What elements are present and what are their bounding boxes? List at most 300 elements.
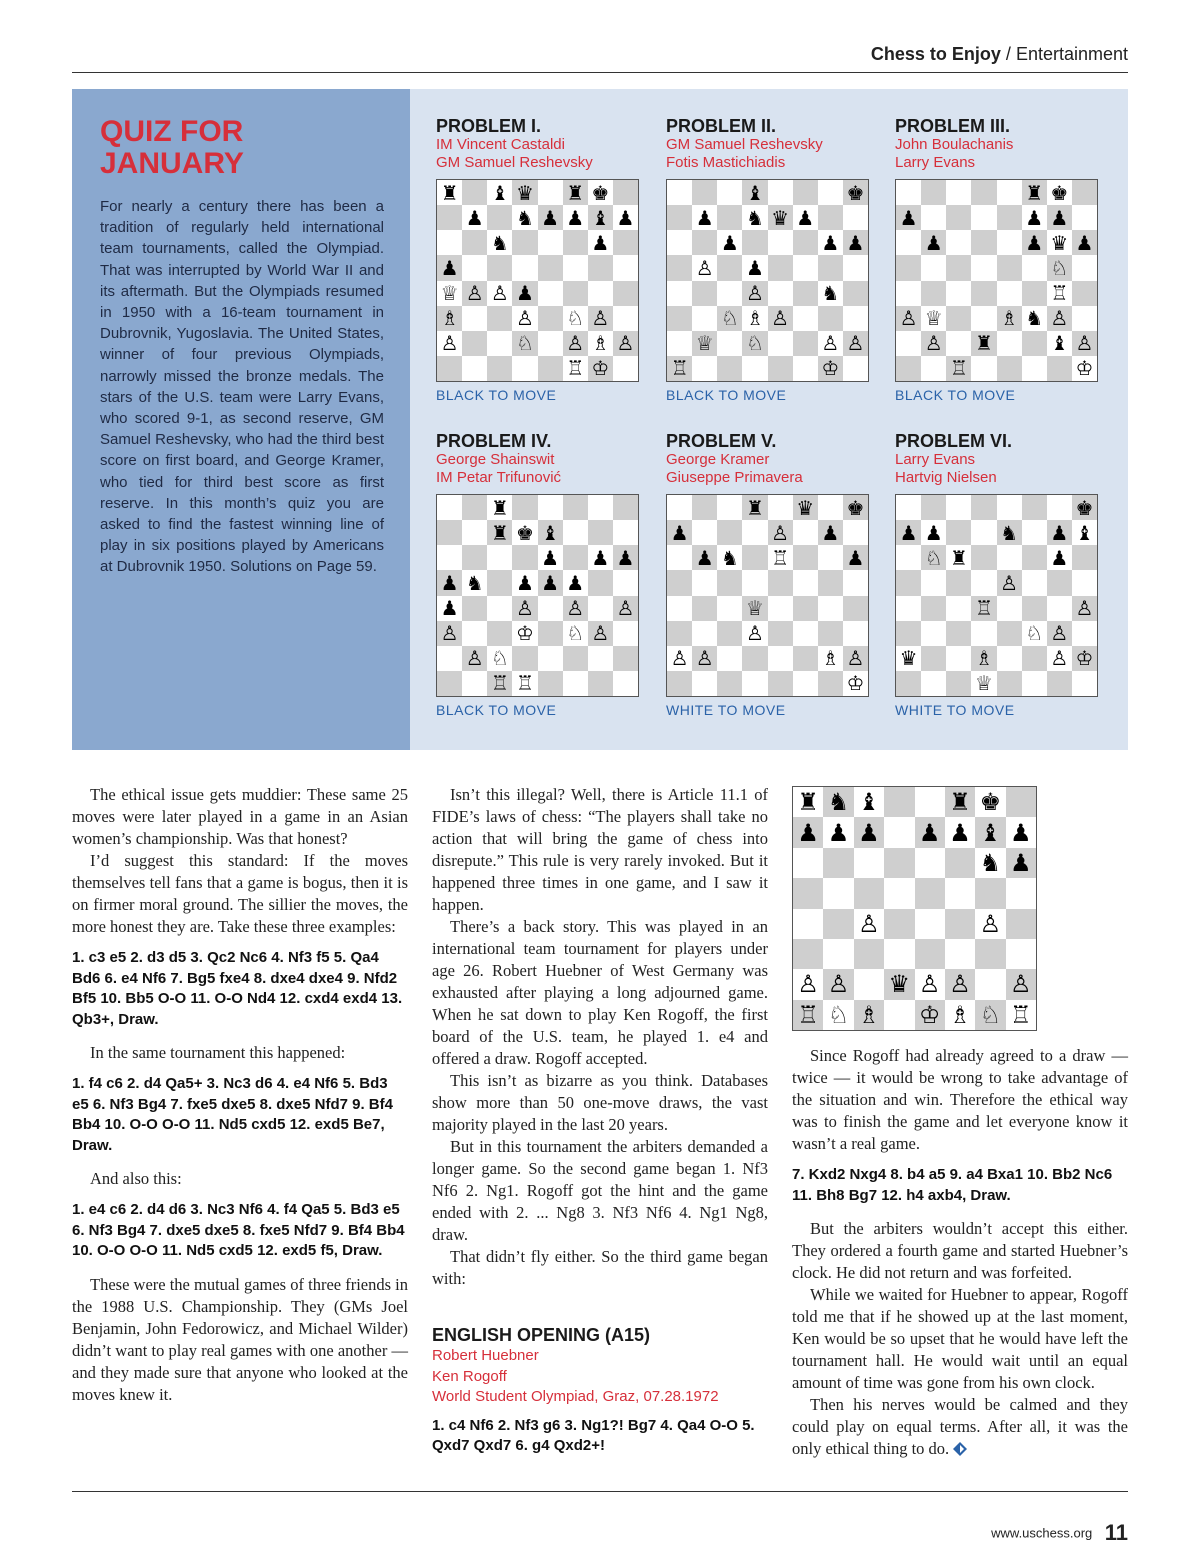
board-square — [818, 596, 843, 621]
black-knight-icon: ♞ — [979, 848, 1002, 877]
problem-1 — [436, 116, 641, 403]
board-square — [793, 281, 818, 306]
white-knight-icon: ♘ — [1025, 621, 1044, 646]
chess-board — [436, 494, 639, 697]
board-square — [818, 255, 843, 280]
board-square — [692, 180, 717, 205]
board-square — [563, 331, 588, 356]
board-square — [946, 205, 971, 230]
board-square — [437, 545, 462, 570]
board-square — [793, 621, 818, 646]
board-square — [563, 646, 588, 671]
board-square — [1006, 939, 1036, 969]
black-pawn-icon: ♟ — [465, 205, 484, 230]
black-rook-icon: ♜ — [949, 788, 971, 817]
board-square — [437, 570, 462, 595]
board-square — [667, 230, 692, 255]
board-square — [997, 671, 1022, 696]
board-square — [512, 281, 537, 306]
board-square — [921, 281, 946, 306]
black-pawn-icon: ♟ — [1025, 205, 1044, 230]
board-square — [971, 545, 996, 570]
board-square — [921, 646, 946, 671]
white-knight-icon: ♘ — [1050, 255, 1069, 280]
board-square — [487, 495, 512, 520]
board-square — [717, 306, 742, 331]
white-pawn-icon: ♙ — [771, 520, 790, 545]
white-queen-icon: ♕ — [440, 281, 459, 306]
board-square — [793, 520, 818, 545]
board-square — [975, 1000, 1005, 1030]
white-pawn-icon: ♙ — [490, 281, 509, 306]
board-square — [692, 230, 717, 255]
board-square — [946, 281, 971, 306]
board-square — [692, 205, 717, 230]
board-square — [896, 671, 921, 696]
black-queen-icon: ♛ — [888, 970, 911, 999]
black-pawn-icon: ♟ — [541, 545, 560, 570]
quiz-intro: For nearly a century there has been a tradition of regularly held international team tournaments, called the Olympiad. That was interrupted by World War II and its aftermath. But the Olympiads resumed in 1950 with a 16-team tournament in Dubrovnik, Yugoslavia. The United States, winner of four previous Olympiads, narrowly missed the bronze medals. The stars of the U.S. team were Larry Evans, who scored 9-1, as second reserve, GM Samuel Reshevsky, who had the third best score on first board, and George Kramer, who tied for third best score as first reserve. In this month’s quiz you are asked to find the fastest winning line of play in six positions played by Americans at Dubrovnik 1950. Solutions on Page 59. — [100, 198, 384, 576]
running-header — [72, 44, 1128, 72]
board-square — [823, 878, 853, 908]
board-square — [487, 180, 512, 205]
board-square — [742, 495, 767, 520]
black-pawn-icon: ♟ — [1050, 205, 1069, 230]
board-square — [896, 306, 921, 331]
to-move-label: BLACK TO MOVE — [895, 387, 1016, 403]
board-square — [971, 331, 996, 356]
board-square — [921, 331, 946, 356]
problem-black-player: Giuseppe Primavera — [666, 469, 803, 486]
article-column-3 — [792, 1045, 1128, 1460]
board-square — [563, 205, 588, 230]
black-pawn-icon: ♟ — [566, 570, 585, 595]
board-square — [692, 646, 717, 671]
board-square — [487, 205, 512, 230]
board-square — [742, 646, 767, 671]
black-queen-icon: ♛ — [771, 205, 790, 230]
paragraph: There’s a back story. This was played in an international team tournament for players under age 26. Robert Huebner of West Germany was exhausted after playing a long adjourned game. When he sat down to play Ken Rogoff, the first board of the U.S. team, he played 1. e4 and offered a draw. Rogoff accepted. — [432, 917, 768, 1068]
board-square — [742, 621, 767, 646]
board-square — [487, 671, 512, 696]
black-pawn-icon: ♟ — [695, 205, 714, 230]
board-square — [613, 180, 638, 205]
white-pawn-icon: ♙ — [858, 909, 880, 938]
board-square — [915, 878, 945, 908]
board-square — [437, 306, 462, 331]
board-square — [613, 520, 638, 545]
black-pawn-icon: ♟ — [1075, 230, 1094, 255]
board-square — [1022, 180, 1047, 205]
board-square — [896, 281, 921, 306]
board-square — [896, 205, 921, 230]
board-square — [742, 671, 767, 696]
board-square — [768, 671, 793, 696]
board-square — [462, 596, 487, 621]
board-square — [975, 969, 1005, 999]
board-square — [921, 621, 946, 646]
problem-black-player: IM Petar Trifunović — [436, 469, 562, 486]
paragraph: That didn’t fly either. So the third game began with: — [432, 1247, 768, 1288]
board-square — [843, 205, 868, 230]
board-square — [946, 495, 971, 520]
board-square — [793, 878, 823, 908]
board-square — [437, 621, 462, 646]
board-square — [1022, 281, 1047, 306]
board-square — [717, 570, 742, 595]
board-square — [692, 255, 717, 280]
board-square — [971, 671, 996, 696]
board-square — [512, 255, 537, 280]
game-moves: 1. c3 e5 2. d3 d5 3. Qc2 Nc6 4. Nf3 f5 5. Qa4 Bd6 6. e4 Nf6 7. Bg5 fxe4 8. dxe4 dxe4 9. Nfd2 Bf5 10. Bb5 O-O 11. O-O Nd4 12. cxd4 exd4 13. Qb3+, Draw. — [72, 949, 403, 1028]
article-column-1 — [72, 784, 408, 1406]
magazine-name: Chess to Enjoy — [870, 44, 1001, 64]
black-pawn-icon: ♟ — [541, 570, 560, 595]
quiz-title: QUIZ FOR JANUARY — [100, 115, 244, 180]
black-bishop-icon: ♝ — [745, 180, 764, 205]
white-pawn-icon: ♙ — [566, 596, 585, 621]
white-king-icon: ♔ — [821, 356, 840, 381]
board-square — [1072, 520, 1097, 545]
board-square — [793, 205, 818, 230]
board-square — [971, 570, 996, 595]
board-square — [997, 621, 1022, 646]
board-square — [462, 255, 487, 280]
paragraph: I’d suggest this standard: If the moves themselves tell fans that a game is bogus, then it is on firmer moral ground. The sillier the moves, the more honest they are. Take these three examples: — [72, 851, 408, 936]
board-square — [946, 356, 971, 381]
white-pawn-icon: ♙ — [797, 970, 819, 999]
board-square — [997, 180, 1022, 205]
board-square — [945, 787, 975, 817]
footer-rule — [72, 1491, 1128, 1492]
board-square — [588, 281, 613, 306]
board-square — [818, 230, 843, 255]
board-square — [512, 520, 537, 545]
black-bishop-icon: ♝ — [1050, 331, 1069, 356]
board-square — [921, 180, 946, 205]
board-square — [538, 520, 563, 545]
white-pawn-icon: ♙ — [1000, 570, 1019, 595]
white-pawn-icon: ♙ — [440, 621, 459, 646]
board-square — [512, 495, 537, 520]
board-square — [854, 1000, 884, 1030]
board-square — [717, 356, 742, 381]
board-square — [588, 306, 613, 331]
paragraph — [792, 1394, 1128, 1460]
black-pawn-icon: ♟ — [924, 230, 943, 255]
board-square — [437, 255, 462, 280]
board-square — [1047, 230, 1072, 255]
game-black-player: Ken Rogoff — [432, 1367, 507, 1385]
white-king-icon: ♔ — [846, 671, 865, 696]
problem-2 — [666, 116, 871, 403]
board-square — [1072, 671, 1097, 696]
paragraph: While we waited for Huebner to appear, Rogoff told me that if he showed up at the last moment, Ken would be so upset that he would have left the tournament hall. He would wait until an equal amount of time was gone from his own clock. — [792, 1285, 1128, 1392]
board-square — [512, 331, 537, 356]
board-square — [921, 671, 946, 696]
game-title: ENGLISH OPENING (A15) — [432, 1325, 651, 1345]
board-square — [1022, 545, 1047, 570]
board-square — [487, 520, 512, 545]
black-pawn-icon: ♟ — [591, 230, 610, 255]
black-queen-icon: ♛ — [796, 495, 815, 520]
board-square — [971, 180, 996, 205]
board-square — [487, 331, 512, 356]
board-square — [946, 255, 971, 280]
board-square — [946, 646, 971, 671]
board-square — [768, 545, 793, 570]
black-king-icon: ♚ — [591, 180, 610, 205]
board-square — [1006, 787, 1036, 817]
board-square — [884, 939, 914, 969]
black-bishop-icon: ♝ — [591, 205, 610, 230]
black-bishop-icon: ♝ — [541, 520, 560, 545]
board-square — [946, 180, 971, 205]
white-pawn-icon: ♙ — [695, 255, 714, 280]
white-knight-icon: ♘ — [720, 306, 739, 331]
board-square — [793, 255, 818, 280]
board-square — [1006, 848, 1036, 878]
board-square — [896, 255, 921, 280]
white-pawn-icon: ♙ — [1075, 596, 1094, 621]
board-square — [538, 205, 563, 230]
black-pawn-icon: ♟ — [440, 570, 459, 595]
board-square — [896, 545, 921, 570]
board-square — [884, 969, 914, 999]
board-square — [854, 969, 884, 999]
board-square — [818, 306, 843, 331]
board-square — [1006, 969, 1036, 999]
board-square — [1022, 596, 1047, 621]
board-square — [1022, 255, 1047, 280]
board-square — [793, 570, 818, 595]
board-square — [563, 255, 588, 280]
board-square — [1047, 180, 1072, 205]
paragraph: But in this tournament the arbiters demanded a longer game. So the second game began 1. Nf3 Nf6 2. Ng1. Rogoff got the hint and the game ended with 2. ... Ng8 3. Nf3 Nf6 4. Ng1 Ng8, draw. — [432, 1137, 768, 1244]
paragraph: This isn’t as bizarre as you think. Databases show more than 50 one-move draws, the vast majority played in the last 20 years. — [432, 1071, 768, 1134]
board-square — [1072, 331, 1097, 356]
board-square — [946, 545, 971, 570]
board-square — [884, 878, 914, 908]
board-square — [896, 331, 921, 356]
board-square — [588, 621, 613, 646]
board-square — [843, 230, 868, 255]
white-pawn-icon: ♙ — [515, 596, 534, 621]
board-square — [793, 180, 818, 205]
board-square — [945, 1000, 975, 1030]
white-pawn-icon: ♙ — [566, 331, 585, 356]
problem-title: PROBLEM IV. — [436, 431, 552, 451]
board-square — [538, 596, 563, 621]
board-square — [843, 180, 868, 205]
board-square — [818, 495, 843, 520]
white-rook-icon: ♖ — [797, 1000, 819, 1029]
board-square — [945, 939, 975, 969]
white-rook-icon: ♖ — [490, 671, 509, 696]
black-pawn-icon: ♟ — [591, 545, 610, 570]
black-bishop-icon: ♝ — [979, 818, 1002, 847]
board-square — [717, 646, 742, 671]
board-square — [437, 180, 462, 205]
black-pawn-icon: ♟ — [515, 281, 534, 306]
black-pawn-icon: ♟ — [858, 818, 880, 847]
black-pawn-icon: ♟ — [720, 230, 739, 255]
problem-4 — [436, 431, 641, 718]
board-square — [818, 621, 843, 646]
board-square — [921, 306, 946, 331]
board-square — [843, 281, 868, 306]
board-square — [692, 671, 717, 696]
board-square — [896, 495, 921, 520]
board-square — [462, 306, 487, 331]
board-square — [975, 939, 1005, 969]
board-square — [538, 495, 563, 520]
white-pawn-icon: ♙ — [771, 306, 790, 331]
board-square — [563, 281, 588, 306]
board-square — [487, 545, 512, 570]
game-white-player: Robert Huebner — [432, 1347, 539, 1364]
board-square — [1022, 495, 1047, 520]
white-pawn-icon: ♙ — [846, 331, 865, 356]
problem-black-player: Hartvig Nielsen — [895, 469, 997, 486]
black-king-icon: ♚ — [515, 520, 534, 545]
board-square — [588, 545, 613, 570]
paragraph: Since Rogoff had already agreed to a draw — twice — it would be wrong to take advantage of the situation and win. Therefore the ethical way was to finish the game and let everyone know it wasn’t a real game. — [792, 1046, 1128, 1153]
board-square — [793, 939, 823, 969]
board-square — [613, 331, 638, 356]
board-square — [1047, 255, 1072, 280]
board-square — [1047, 356, 1072, 381]
board-square — [1022, 520, 1047, 545]
board-square — [563, 180, 588, 205]
board-square — [462, 495, 487, 520]
board-square — [717, 621, 742, 646]
board-square — [667, 545, 692, 570]
black-knight-icon: ♞ — [1000, 520, 1019, 545]
board-square — [437, 495, 462, 520]
board-square — [915, 909, 945, 939]
board-square — [793, 356, 818, 381]
board-square — [667, 596, 692, 621]
board-square — [768, 570, 793, 595]
problem-black-player: Larry Evans — [895, 154, 976, 171]
board-square — [667, 646, 692, 671]
black-pawn-icon: ♟ — [1050, 545, 1069, 570]
board-square — [971, 205, 996, 230]
board-square — [462, 671, 487, 696]
black-knight-icon: ♞ — [827, 788, 850, 817]
board-square — [588, 596, 613, 621]
board-square — [588, 331, 613, 356]
board-square — [1072, 180, 1097, 205]
board-square — [1006, 1000, 1036, 1030]
white-pawn-icon: ♙ — [591, 306, 610, 331]
board-square — [717, 180, 742, 205]
board-square — [896, 356, 921, 381]
white-pawn-icon: ♙ — [515, 306, 534, 331]
board-square — [462, 230, 487, 255]
board-square — [793, 969, 823, 999]
board-square — [768, 255, 793, 280]
board-square — [1022, 205, 1047, 230]
board-square — [563, 306, 588, 331]
problem-white-player: IM Vincent Castaldi — [436, 136, 565, 153]
board-square — [854, 817, 884, 847]
white-pawn-icon: ♙ — [827, 970, 850, 999]
black-knight-icon: ♞ — [745, 205, 764, 230]
black-knight-icon: ♞ — [465, 570, 484, 595]
board-square — [1006, 817, 1036, 847]
board-square — [512, 205, 537, 230]
board-square — [1047, 306, 1072, 331]
board-square — [818, 646, 843, 671]
white-knight-icon: ♘ — [745, 331, 764, 356]
board-square — [971, 495, 996, 520]
board-square — [742, 205, 767, 230]
white-king-icon: ♔ — [591, 356, 610, 381]
board-square — [823, 787, 853, 817]
board-square — [462, 281, 487, 306]
board-square — [793, 787, 823, 817]
to-move-label: WHITE TO MOVE — [666, 702, 786, 718]
board-square — [823, 817, 853, 847]
black-pawn-icon: ♟ — [541, 205, 560, 230]
board-square — [843, 570, 868, 595]
board-square — [818, 545, 843, 570]
board-square — [437, 596, 462, 621]
board-square — [742, 230, 767, 255]
board-square — [946, 306, 971, 331]
board-square — [975, 909, 1005, 939]
board-square — [884, 909, 914, 939]
problem-title: PROBLEM I. — [436, 116, 542, 136]
header-separator: / — [1000, 44, 1016, 64]
white-pawn-icon: ♙ — [1075, 331, 1094, 356]
black-pawn-icon: ♟ — [899, 520, 918, 545]
black-queen-icon: ♛ — [1050, 230, 1069, 255]
board-square — [793, 331, 818, 356]
white-rook-icon: ♖ — [949, 356, 968, 381]
board-square — [946, 570, 971, 595]
board-square — [538, 621, 563, 646]
board-square — [1072, 570, 1097, 595]
white-king-icon: ♔ — [918, 1000, 941, 1029]
board-square — [896, 646, 921, 671]
paragraph: In the same tournament this happened: — [90, 1043, 346, 1062]
board-square — [437, 520, 462, 545]
to-move-label: BLACK TO MOVE — [436, 387, 557, 403]
board-square — [667, 356, 692, 381]
board-square — [538, 230, 563, 255]
black-pawn-icon: ♟ — [440, 255, 459, 280]
board-square — [667, 520, 692, 545]
problem-3 — [895, 116, 1100, 403]
board-square — [588, 570, 613, 595]
board-square — [538, 331, 563, 356]
board-square — [1072, 281, 1097, 306]
board-square — [884, 1000, 914, 1030]
white-rook-icon: ♖ — [1010, 1000, 1032, 1029]
black-pawn-icon: ♟ — [846, 230, 865, 255]
problem-5 — [666, 431, 871, 718]
board-square — [997, 230, 1022, 255]
black-bishop-icon: ♝ — [858, 788, 880, 817]
board-square — [487, 281, 512, 306]
board-square — [843, 356, 868, 381]
problem-title: PROBLEM VI. — [895, 431, 1013, 451]
problem-black-player: GM Samuel Reshevsky — [436, 154, 593, 171]
white-pawn-icon: ♙ — [440, 331, 459, 356]
